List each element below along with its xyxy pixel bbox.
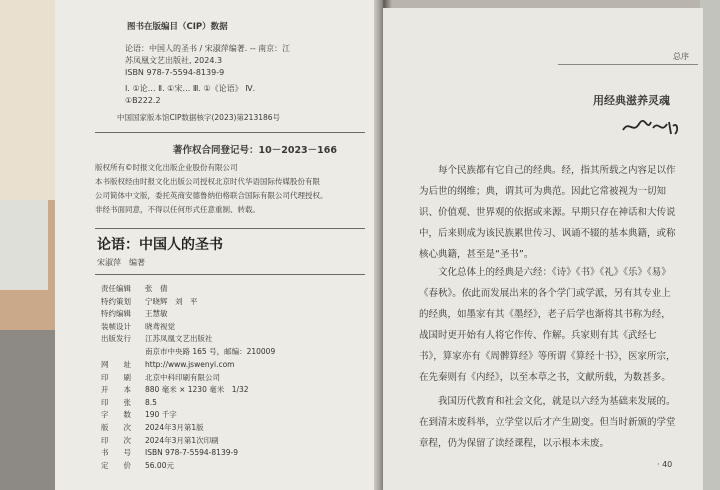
credit-label: 开 本 [101,385,131,395]
divider [95,274,365,275]
credit-value: 南京市中央路 165 号，邮编：210009 [145,347,276,357]
page-number: · 40 [657,460,673,469]
credit-label: 印 次 [101,435,131,445]
author-signature [621,116,681,142]
credit-value: http://www.jswenyi.com [145,360,235,369]
credit-row [101,385,249,395]
copyright-note: 本书版权经由时报文化出版公司授权北京时代华语国际传媒股份有限 [95,177,320,186]
cip-line: ①B222.2 [125,96,161,105]
credit-label: 网 址 [101,360,131,369]
credit-value: 2024年3月第1版 [145,423,204,432]
copyright-note: 公司简体中文版，委托英商安德鲁纳伯格联合国际有限公司代理授权。 [95,191,328,200]
cip-title: 图书在版编目（CIP）数据 [127,22,228,32]
credit-row [101,297,198,307]
credit-value: 8.5 [145,397,157,407]
preface-page [383,8,703,490]
credit-value: 2024年3月第1次印刷 [145,435,219,445]
cip-line: ISBN 978-7-5594-8139-9 [125,68,225,77]
credit-label: 印 刷 [101,372,131,382]
copyright-registration: 著作权合同登记号：10－2023－166 [173,145,337,156]
background-desk [0,330,60,490]
credit-label: 特约编辑 [101,309,131,319]
book-author: 宋淑萍 编著 [97,258,145,267]
divider [95,132,365,133]
credit-label: 责任编辑 [101,284,131,293]
cip-line: 论语：中国人的圣书 / 宋淑萍编著. -- 南京：江 [125,44,291,53]
credit-row [101,309,168,319]
credit-row [101,436,219,446]
credit-row [101,398,157,408]
preface-paragraph: 每个民族都有它自己的经典。经，指其所载之内容足以作为后世的纲维；典，谓其可为典范。因此它常被视为一切知识、价值观、世界观的依据或来源。早期只存在神话和大传说中，后来则成为该民族累世传习、讽诵不辍的基本典籍，或称核心典籍，甚至是“圣书”。 [419,165,676,260]
credit-label: 出版发行 [101,334,131,344]
credit-value: 晓鸢视觉 [145,321,175,331]
credit-row [101,410,177,420]
credit-label: 特约策划 [101,296,131,306]
copyright-page [55,0,382,490]
header-rule [558,64,698,65]
credit-row [101,360,235,370]
credit-label: 字 数 [101,410,131,420]
credit-value: 宁晓辉 刘 平 [145,296,198,306]
credit-row [101,322,175,332]
book-title: 论语：中国人的圣书 [97,237,223,253]
credit-row [101,423,204,433]
credit-value: 江苏凤凰文艺出版社 [145,334,213,344]
credit-row [101,284,168,294]
credit-label: 装帧设计 [101,321,131,331]
credit-value: 190 千字 [145,410,177,420]
credit-row [101,373,220,383]
credit-row [101,347,275,357]
credit-value: 张 倩 [145,284,168,293]
credit-label: 印 张 [101,397,131,407]
credit-value: 王慧敏 [145,309,168,319]
credit-label: 版 次 [101,423,131,432]
copyright-note: 版权所有©时报文化出版企业股份有限公司 [95,163,238,172]
credit-row [101,461,174,471]
section-label: 总序 [673,52,689,61]
preface-paragraph: 我国历代教育和社会文化，就是以六经为基础来发展的。在到清末废科举，立学堂以后才产生剧变。但当时新颁的学堂章程，仍为保留了读经课程，以示根本未废。 [419,396,676,449]
cip-line: Ⅰ. ①论… Ⅱ. ①宋… Ⅲ. ①《论语》 Ⅳ. [125,84,256,93]
cip-line: 苏凤凰文艺出版社, 2024.3 [125,56,223,65]
credit-row [101,448,238,458]
credit-label: 书 号 [101,448,131,458]
credit-label: 定 价 [101,460,131,470]
divider [95,228,365,229]
preface-heading: 用经典滋养灵魂 [593,94,670,107]
copyright-note: 非经书面同意，不得以任何形式任意重制、转载。 [95,205,260,214]
background-right-edge [700,0,720,490]
cip-line: 中国国家版本馆CIP数据核字(2023)第213186号 [117,113,281,122]
credit-value: ISBN 978-7-5594-8139-9 [145,448,238,458]
credit-value: 880 毫米 × 1230 毫米 1/32 [145,385,249,395]
credit-row [101,334,213,344]
background-book-white [0,200,48,290]
background-book-cream [0,0,55,200]
credit-value: 56.00元 [145,460,174,470]
credit-value: 北京中科印刷有限公司 [145,372,220,382]
preface-paragraph: 文化总体上的经典是六经：《诗》《书》《礼》《乐》《易》《春秋》。依此而发展出来的各个学门或学派，另有其专业上的经典，如墨家有其《墨经》，老子后学也渐将其书称为经，战国时更开始有人将它作传、作解。兵家则有其《武经七书》，算家亦有《周髀算经》等所谓《算经十书》，医家所宗，在先秦则有《内经》，以至本草之书，文献所载，为数甚多。 [419,267,676,383]
